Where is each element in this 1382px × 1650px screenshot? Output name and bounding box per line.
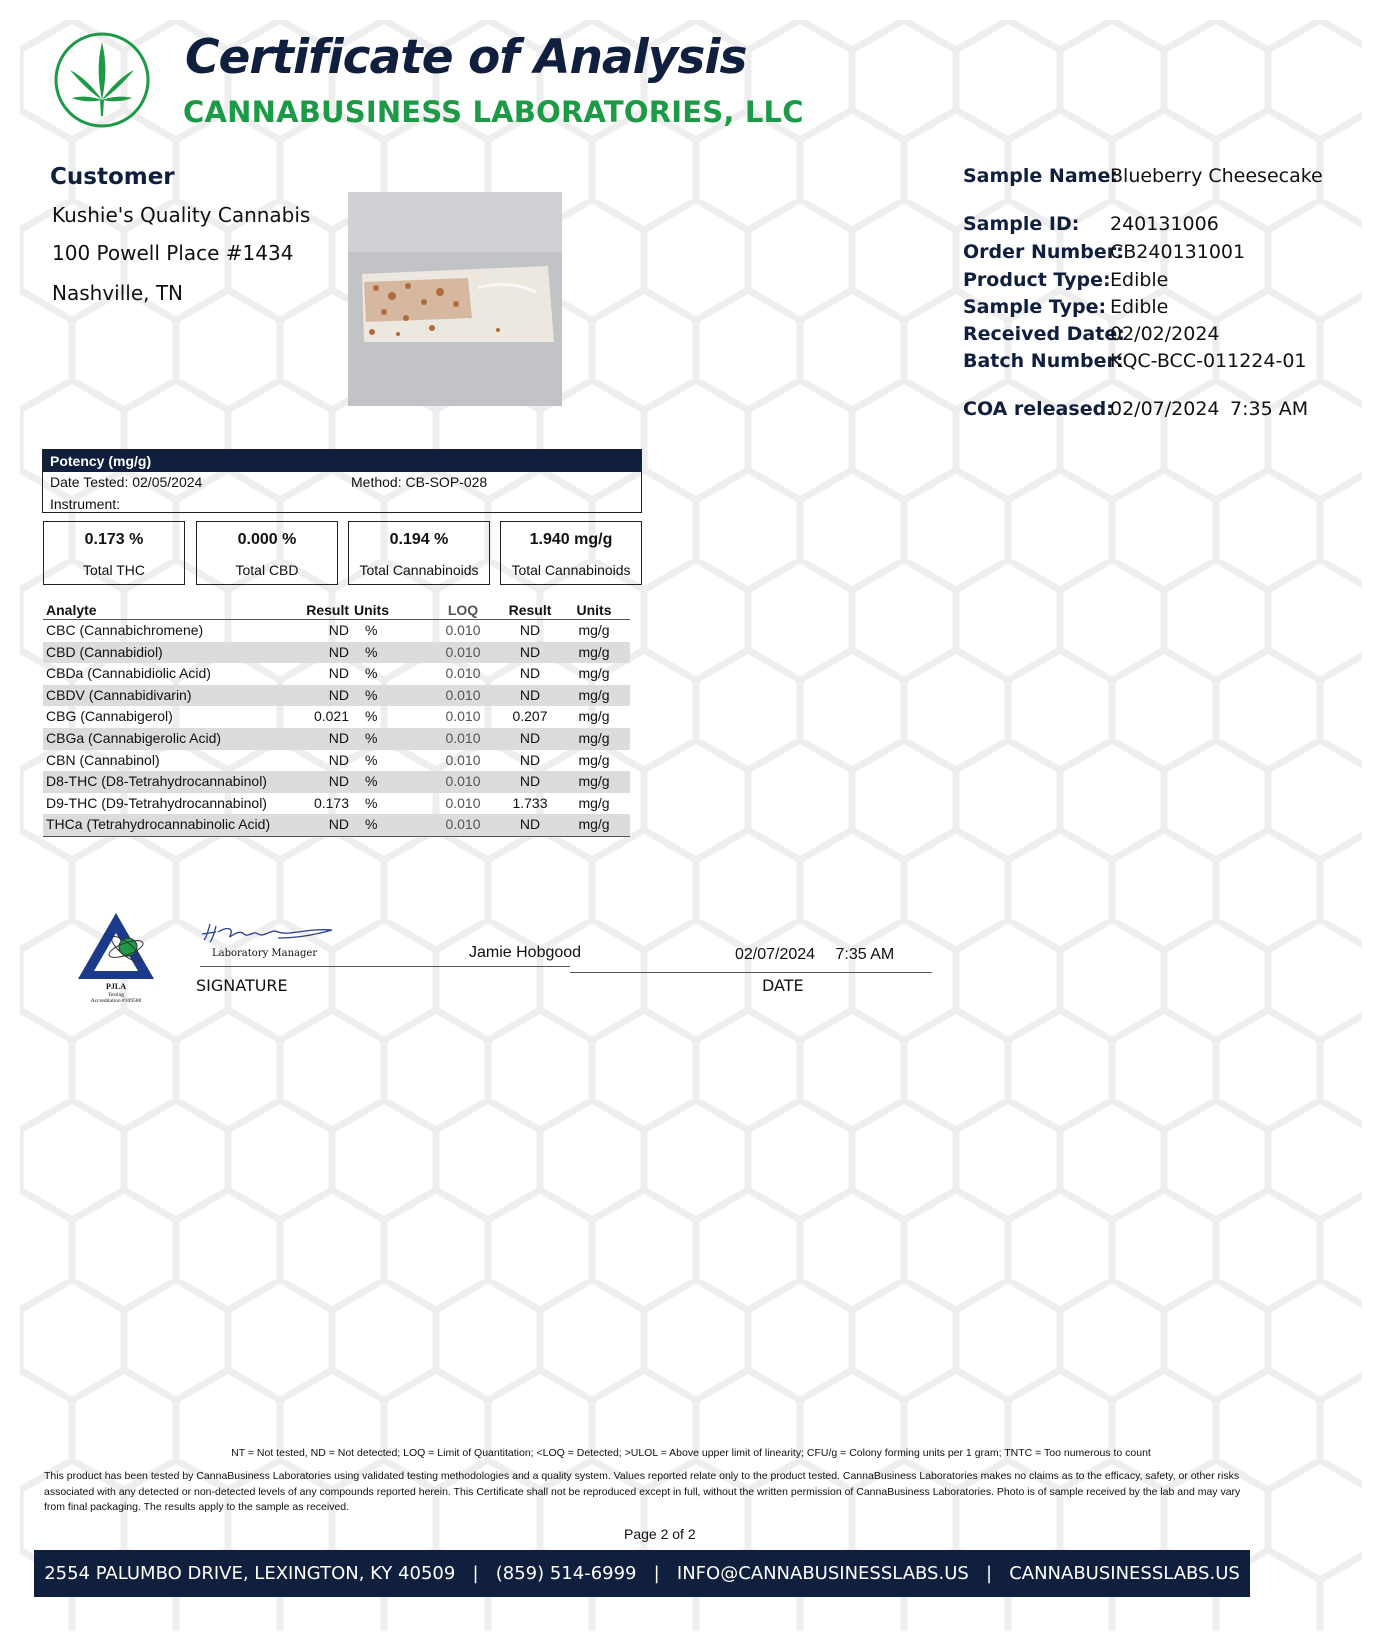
signature-time-value: 7:35 AM [835,946,895,963]
signer-title: Laboratory Manager [212,948,318,959]
coa-released-row [963,398,1309,420]
document-title: Certificate of Analysis [185,30,747,85]
signature-date [735,946,894,964]
cell-unit-pct: % [365,708,378,725]
potency-heading: Potency (mg/g) [43,450,641,472]
cell-result-mg: ND [519,622,541,638]
cell-result-pct: ND [328,643,349,660]
cell-unit-mg: mg/g [578,686,610,703]
sample-id-row [963,213,1219,235]
cell-result-pct: ND [328,751,349,768]
table-row [43,793,630,815]
potency-panel [42,449,642,513]
customer-heading: Customer [50,164,175,190]
cell-unit-pct: % [365,729,378,746]
cell-result-mg: ND [519,816,541,833]
cell-unit-pct: % [365,686,378,703]
cell-result-pct: ND [328,729,349,746]
table-row [43,728,630,750]
coa-released-time: 7:35 AM [1230,398,1309,420]
cell-analyte: CBD (Cannabidiol) [46,643,163,660]
cell-unit-mg: mg/g [578,794,610,811]
cell-result-mg: ND [519,686,541,703]
batch-number-label: Batch Number: [963,350,1124,372]
sample-name-row [963,165,1323,187]
coa-released-label: COA released: [963,398,1114,420]
cell-analyte: CBDa (Cannabidiolic Acid) [46,665,211,682]
summary-value: 0.173 % [84,531,144,548]
sample-id-value: 240131006 [1110,213,1219,235]
cell-loq: 0.010 [445,665,481,682]
sample-photo [348,192,562,406]
abbreviation-legend: NT = Not tested, ND = Not detected; LOQ = Limit of Quantitation; <LOQ = Detected; >ULOL = Above upper limit of linearity; CFU/g = Colony forming units per 1 gram; TNTC = Too numerous to count [231,1447,1151,1459]
sample-type-row [963,296,1169,318]
column-header: Units [354,602,389,618]
cell-analyte: CBDV (Cannabidivarin) [46,686,192,703]
table-row [43,771,630,793]
summary-label: Total Cannabinoids [359,562,479,578]
table-row [43,814,630,837]
summary-label: Total CBD [235,562,299,578]
signature-label: SIGNATURE [196,976,288,995]
cell-unit-pct: % [365,773,378,790]
column-header: Units [576,602,612,618]
date-tested: Date Tested: 02/05/2024 [50,474,203,490]
date-label: DATE [762,976,804,995]
cell-result-pct: ND [328,686,349,703]
cell-unit-mg: mg/g [578,665,610,682]
customer-address-line2: Nashville, TN [52,281,184,305]
pjla-accreditation-logo-icon [74,911,158,1003]
signature-line [200,966,570,967]
cell-result-pct: ND [328,773,349,790]
product-type-value: Edible [1110,269,1169,291]
handwritten-signature [198,918,334,960]
cell-analyte: CBN (Cannabinol) [46,751,160,768]
signer-name: Jamie Hobgood [469,944,582,961]
cell-analyte: CBGa (Cannabigerolic Acid) [46,729,222,746]
cell-loq: 0.010 [445,751,481,768]
cell-unit-mg: mg/g [578,643,610,660]
received-date-row [963,323,1220,345]
disclaimer: This product has been tested by CannaBusiness Laboratories using validated testing methodologies and a quality system. Values reported relate only to the product tested. CannaBusiness Laboratories makes no claims as to the efficacy, safety, or other risks associated with any detected or non-detected levels of any compounds reported herein. This Certificate shall not be reproduced except in full, without the written permission of CannaBusiness Laboratories. Photo is of sample received by the lab and may vary from final packaging. The results apply to the sample as received. [44,1470,1241,1513]
summary-value: 1.940 mg/g [529,531,613,548]
cell-analyte: D8-THC (D8-Tetrahydrocannabinol) [46,773,267,790]
summary-label: Total THC [83,562,145,578]
page-number: Page 2 of 2 [624,1526,696,1542]
cell-loq: 0.010 [445,686,481,703]
cell-result-pct: ND [328,816,349,833]
received-date-label: Received Date: [963,323,1125,345]
summary-value: 0.000 % [237,531,297,548]
cell-unit-pct: % [365,794,378,811]
accreditation-name: PJLA [106,982,126,991]
accreditation-sub: Testing [107,992,125,998]
cannabis-leaf-logo-icon [52,30,152,130]
table-header [43,597,630,620]
order-number-value: CB240131001 [1110,241,1246,263]
cell-result-mg: 1.733 [512,794,548,811]
cell-result-pct: ND [328,622,349,638]
customer-address-line1: 100 Powell Place #1434 [52,241,294,265]
summary-total-cannabinoids-pct [348,521,490,585]
cell-loq: 0.010 [445,773,481,790]
column-header: Result [306,602,349,618]
cell-result-mg: ND [519,665,541,682]
batch-number-value: KQC-BCC-011224-01 [1110,350,1307,372]
cell-loq: 0.010 [445,729,481,746]
cell-loq: 0.010 [445,708,481,725]
sample-name-value: Blueberry Cheesecake [1110,165,1323,187]
cell-unit-mg: mg/g [578,816,610,833]
cell-loq: 0.010 [445,794,481,811]
summary-total-cannabinoids-mg [500,521,642,585]
table-row [43,663,630,685]
method: Method: CB-SOP-028 [351,474,488,490]
cell-unit-mg: mg/g [578,622,610,638]
table-row [43,750,630,772]
cell-result-pct: ND [328,665,349,682]
cell-unit-mg: mg/g [578,729,610,746]
cell-unit-pct: % [365,643,378,660]
cell-result-pct: 0.173 [313,794,349,811]
cell-unit-pct: % [365,816,378,833]
product-type-row [963,269,1169,291]
cell-unit-mg: mg/g [578,751,610,768]
contact-bar [34,1550,1250,1597]
coa-released-date: 02/07/2024 [1110,398,1220,420]
summary-label: Total Cannabinoids [511,562,631,578]
customer-name: Kushie's Quality Cannabis [52,203,311,227]
cell-loq: 0.010 [445,643,481,660]
cell-analyte: CBG (Cannabigerol) [46,708,173,725]
cell-result-mg: ND [519,643,541,660]
cell-result-mg: 0.207 [512,708,548,725]
cell-result-mg: ND [519,751,541,768]
signature-date-value: 02/07/2024 [735,946,816,963]
cell-result-mg: ND [519,729,541,746]
cell-unit-mg: mg/g [578,708,610,725]
date-line [570,972,932,973]
accreditation-id: Accreditation #109588 [90,998,142,1003]
cell-analyte: THCa (Tetrahydrocannabinolic Acid) [46,816,271,833]
order-number-row [963,241,1246,263]
sample-id-label: Sample ID: [963,213,1080,235]
summary-total-thc [43,521,185,585]
table-row [43,685,630,707]
cell-result-mg: ND [519,773,541,790]
cell-unit-mg: mg/g [578,773,610,790]
column-header: Result [508,602,552,618]
table-row [43,706,630,728]
product-type-label: Product Type: [963,269,1111,291]
lab-name: CANNABUSINESS LABORATORIES, LLC [183,95,804,129]
contact-text: 2554 PALUMBO DRIVE, LEXINGTON, KY 40509 | (859) 514-6999 | INFO@CANNABUSINESSLABS.US | CANNABUSINESSLABS.US [44,1563,1240,1584]
cell-unit-pct: % [365,665,378,682]
sample-type-value: Edible [1110,296,1169,318]
cell-loq: 0.010 [445,816,481,833]
cell-loq: 0.010 [445,622,481,638]
instrument: Instrument: [50,496,121,512]
cell-unit-pct: % [365,751,378,768]
cell-unit-pct: % [365,622,378,638]
cell-result-pct: 0.021 [313,708,349,725]
table-row [43,620,630,642]
cell-analyte: CBC (Cannabichromene) [46,622,204,638]
sample-type-label: Sample Type: [963,296,1107,318]
received-date-value: 02/02/2024 [1110,323,1220,345]
order-number-label: Order Number: [963,241,1124,263]
column-header: Analyte [46,602,97,618]
cell-analyte: D9-THC (D9-Tetrahydrocannabinol) [46,794,267,811]
table-row [43,642,630,664]
batch-number-row [963,350,1307,372]
analyte-table [43,597,630,837]
column-header: LOQ [447,602,479,618]
summary-total-cbd [196,521,338,585]
summary-value: 0.194 % [389,531,449,548]
sample-name-label: Sample Name: [963,165,1118,187]
